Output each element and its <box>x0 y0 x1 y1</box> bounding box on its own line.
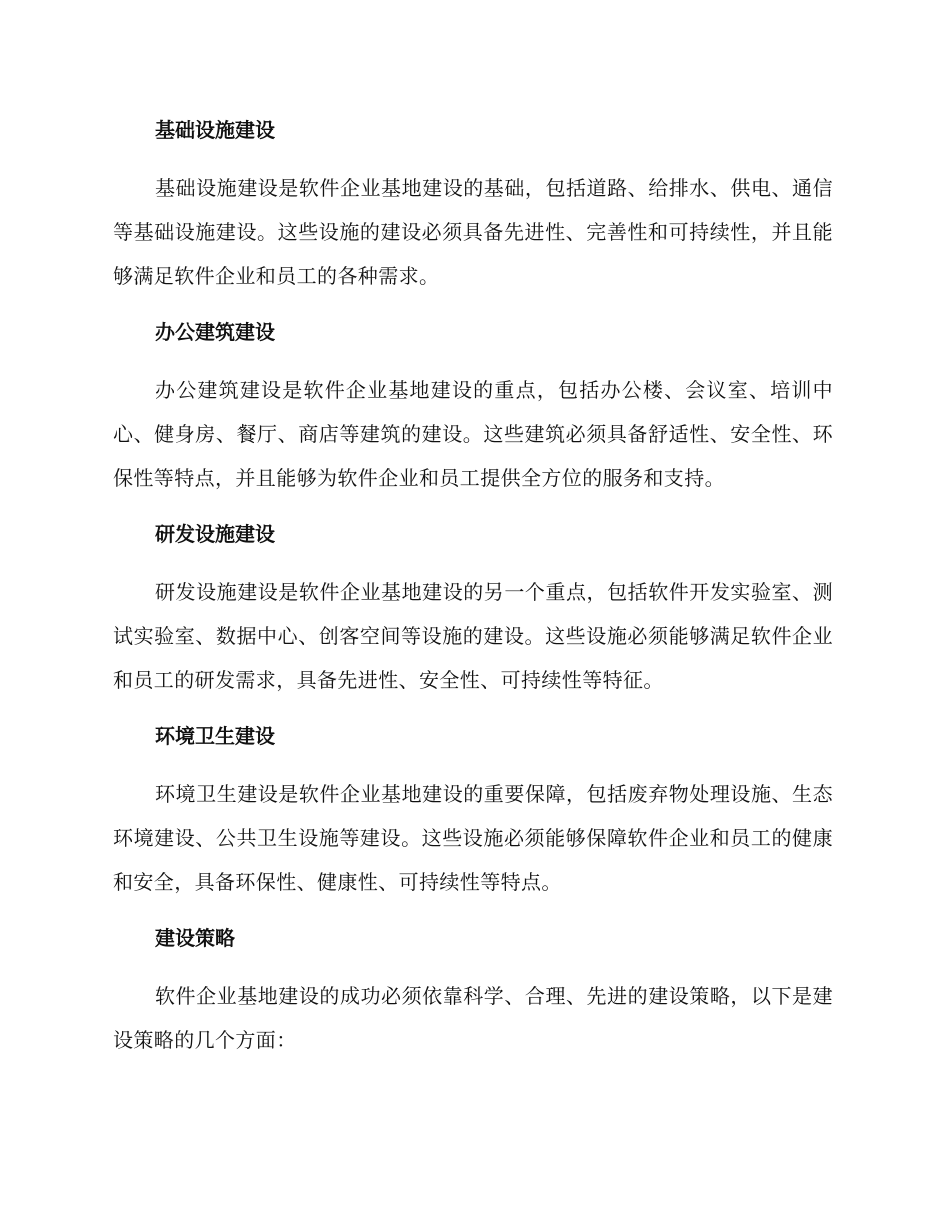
section-body-construction-strategy: 软件企业基地建设的成功必须依靠科学、合理、先进的建设策略，以下是建设策略的几个方面： <box>113 984 833 1052</box>
section-heading-infrastructure: 基础设施建设 <box>155 118 275 142</box>
section-body-infrastructure: 基础设施建设是软件企业基地建设的基础，包括道路、给排水、供电、通信等基础设施建设。这些设施的建设必须具备先进性、完善性和可持续性，并且能够满足软件企业和员工的各种需求。 <box>113 176 833 288</box>
section-body-environment-sanitation: 环境卫生建设是软件企业基地建设的重要保障，包括废弃物处理设施、生态环境建设、公共卫生设施等建设。这些设施必须能够保障软件企业和员工的健康和安全，具备环保性、健康性、可持续性等特点。 <box>113 782 833 894</box>
document-content <box>113 110 833 1076</box>
section-heading-environment-sanitation: 环境卫生建设 <box>155 724 275 748</box>
section-heading-construction-strategy: 建设策略 <box>155 926 235 950</box>
section-heading-office-buildings: 办公建筑建设 <box>155 320 275 344</box>
section-heading-rd-facilities: 研发设施建设 <box>155 522 275 546</box>
section-body-rd-facilities: 研发设施建设是软件企业基地建设的另一个重点，包括软件开发实验室、测试实验室、数据中心、创客空间等设施的建设。这些设施必须能够满足软件企业和员工的研发需求，具备先进性、安全性、可持续性等特征。 <box>113 580 833 692</box>
section-body-office-buildings: 办公建筑建设是软件企业基地建设的重点，包括办公楼、会议室、培训中心、健身房、餐厅、商店等建筑的建设。这些建筑必须具备舒适性、安全性、环保性等特点，并且能够为软件企业和员工提供全方位的服务和支持。 <box>113 378 833 490</box>
